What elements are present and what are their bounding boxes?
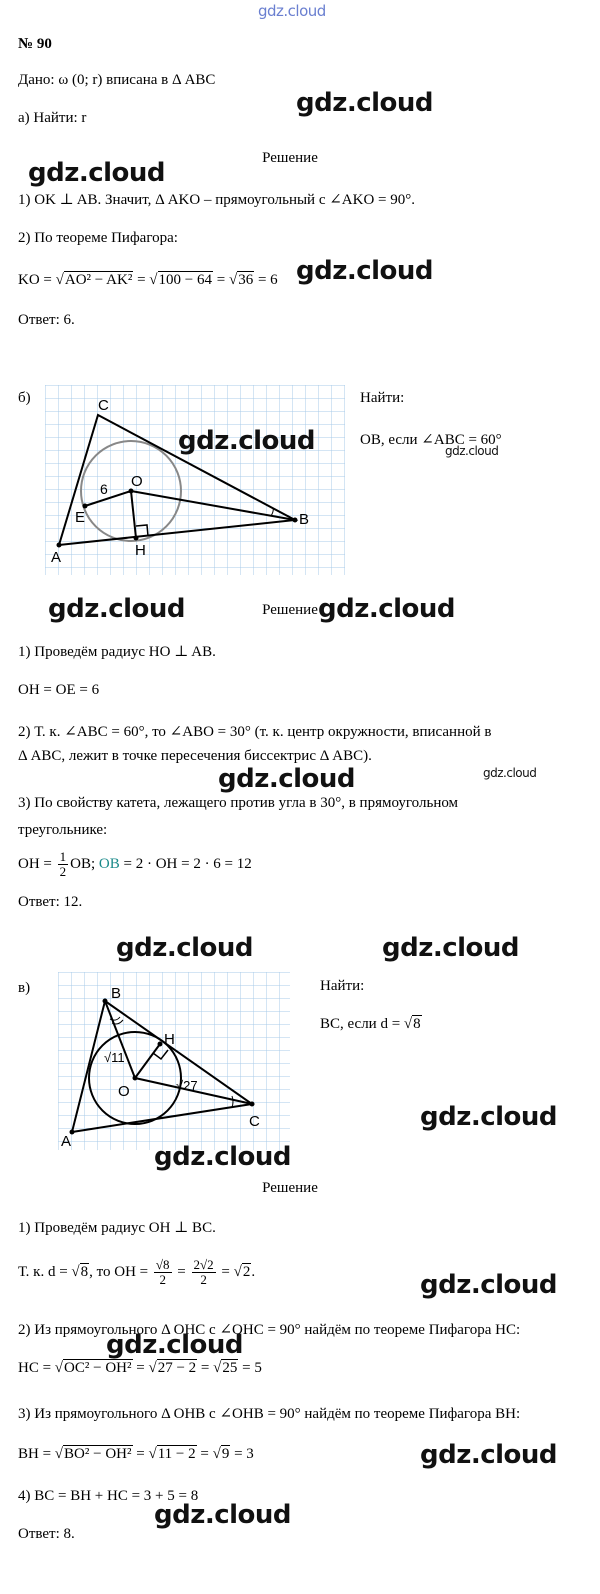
label-o: O: [131, 473, 143, 490]
watermark: gdz.cloud: [420, 1102, 558, 1132]
part-b-diagram: [45, 385, 345, 575]
watermark: gdz.cloud: [445, 444, 499, 458]
part-v-formula1: Т. к. d = √8, то OH = $\frac{√8}{2}$ = $\frac{2√2}{2}$ = √2.: [18, 1257, 256, 1287]
watermark: gdz.cloud: [116, 933, 254, 963]
label-a: A: [61, 1133, 72, 1150]
part-v-answer: Ответ: 8.: [18, 1526, 75, 1542]
point-h: [158, 1042, 163, 1047]
part-b-solution-title: Решение: [262, 602, 318, 618]
part-v-diagram: [58, 972, 290, 1150]
point-e: [83, 504, 88, 509]
label-c: C: [249, 1113, 260, 1130]
watermark: gdz.cloud: [483, 766, 537, 780]
label-b: B: [111, 985, 122, 1002]
point-o: [133, 1076, 138, 1081]
part-b-eq1: OH = OE = 6: [18, 682, 100, 698]
top-watermark: gdz.cloud: [258, 2, 326, 20]
watermark: gdz.cloud: [154, 1142, 292, 1172]
part-v-label: в): [18, 980, 31, 996]
label-sqrt11: √11: [104, 1050, 125, 1065]
problem-number: № 90: [18, 36, 52, 52]
part-b-label: б): [18, 390, 31, 406]
part-b-step3-line1: 3) По свойству катета, лежащего против угла в 30°, в прямоугольном: [18, 795, 459, 811]
label-sqrt27: √27: [176, 1078, 198, 1093]
part-v-formula3: BH = √BO² − OH² = √11 − 2 = √9 = 3: [18, 1446, 254, 1462]
part-b-find-text: OB, если ∠ABC = 60°: [360, 432, 502, 448]
given-text: Дано: ω (0; r) вписана в Δ ABC: [18, 72, 216, 88]
part-v-formula2: HC = √OC² − OH² = √27 − 2 = √25 = 5: [18, 1360, 262, 1376]
watermark: gdz.cloud: [218, 764, 356, 794]
watermark: gdz.cloud: [296, 88, 434, 118]
part-a-step2: 2) По теореме Пифагора:: [18, 230, 178, 246]
watermark: gdz.cloud: [296, 256, 434, 286]
part-b-formula: OH = $\frac{1}{2}$ OB; OB = 2 · OH = 2 · 6 = 12: [18, 849, 252, 879]
watermark: gdz.cloud: [154, 1500, 292, 1530]
watermark: gdz.cloud: [106, 1330, 244, 1360]
watermark: gdz.cloud: [382, 933, 520, 963]
part-b-step1: 1) Проведём радиус HO ⊥ AB.: [18, 644, 216, 660]
part-a-step1: 1) OK ⊥ AB. Значит, Δ AKO – прямоугольный с ∠AKO = 90°.: [18, 192, 416, 208]
label-e: E: [75, 509, 86, 526]
label-six: 6: [100, 481, 108, 497]
label-a: A: [51, 549, 62, 566]
part-v-find-text: BC, если d = √8: [320, 1016, 421, 1032]
watermark: gdz.cloud: [420, 1440, 558, 1470]
part-b-find-label: Найти:: [360, 390, 405, 406]
label-c: C: [98, 397, 109, 414]
watermark: gdz.cloud: [318, 594, 456, 624]
part-b-step2-line2: Δ ABC, лежит в точке пересечения биссектрис Δ ABC).: [18, 748, 372, 764]
part-a-find: а) Найти: r: [18, 110, 87, 126]
label-o: O: [118, 1083, 130, 1100]
watermark: gdz.cloud: [28, 158, 166, 188]
part-v-solution-title: Решение: [262, 1180, 318, 1196]
part-b-step3-line2: треугольнике:: [18, 822, 108, 838]
point-c: [250, 1102, 255, 1107]
label-b: B: [299, 511, 310, 528]
label-h: H: [164, 1031, 175, 1048]
grid-background: [45, 385, 345, 575]
part-v-find-label: Найти:: [320, 978, 365, 994]
label-h: H: [135, 542, 146, 559]
part-v-step1: 1) Проведём радиус OH ⊥ BC.: [18, 1220, 216, 1236]
watermark: gdz.cloud: [178, 426, 316, 456]
part-b-answer: Ответ: 12.: [18, 894, 83, 910]
part-a-formula: KO = √AO² − AK² = √100 − 64 = √36 = 6: [18, 272, 278, 288]
part-b-step2-line1: 2) Т. к. ∠ABC = 60°, то ∠ABO = 30° (т. к. центр окружности, вписанной в: [18, 724, 492, 740]
point-b: [103, 999, 108, 1004]
part-a-solution-title: Решение: [262, 150, 318, 166]
point-b: [293, 518, 298, 523]
part-v-step2: 2) Из прямоугольного Δ OHC с ∠OHC = 90° найдём по теореме Пифагора HC:: [18, 1322, 521, 1338]
watermark: gdz.cloud: [420, 1270, 558, 1300]
part-v-step4: 4) BC = BH + HC = 3 + 5 = 8: [18, 1488, 199, 1504]
part-a-answer: Ответ: 6.: [18, 312, 75, 328]
part-v-step3: 3) Из прямоугольного Δ OHB с ∠OHB = 90° найдём по теореме Пифагора BH:: [18, 1406, 521, 1422]
point-h: [134, 536, 139, 541]
watermark: gdz.cloud: [48, 594, 186, 624]
point-a: [57, 543, 62, 548]
